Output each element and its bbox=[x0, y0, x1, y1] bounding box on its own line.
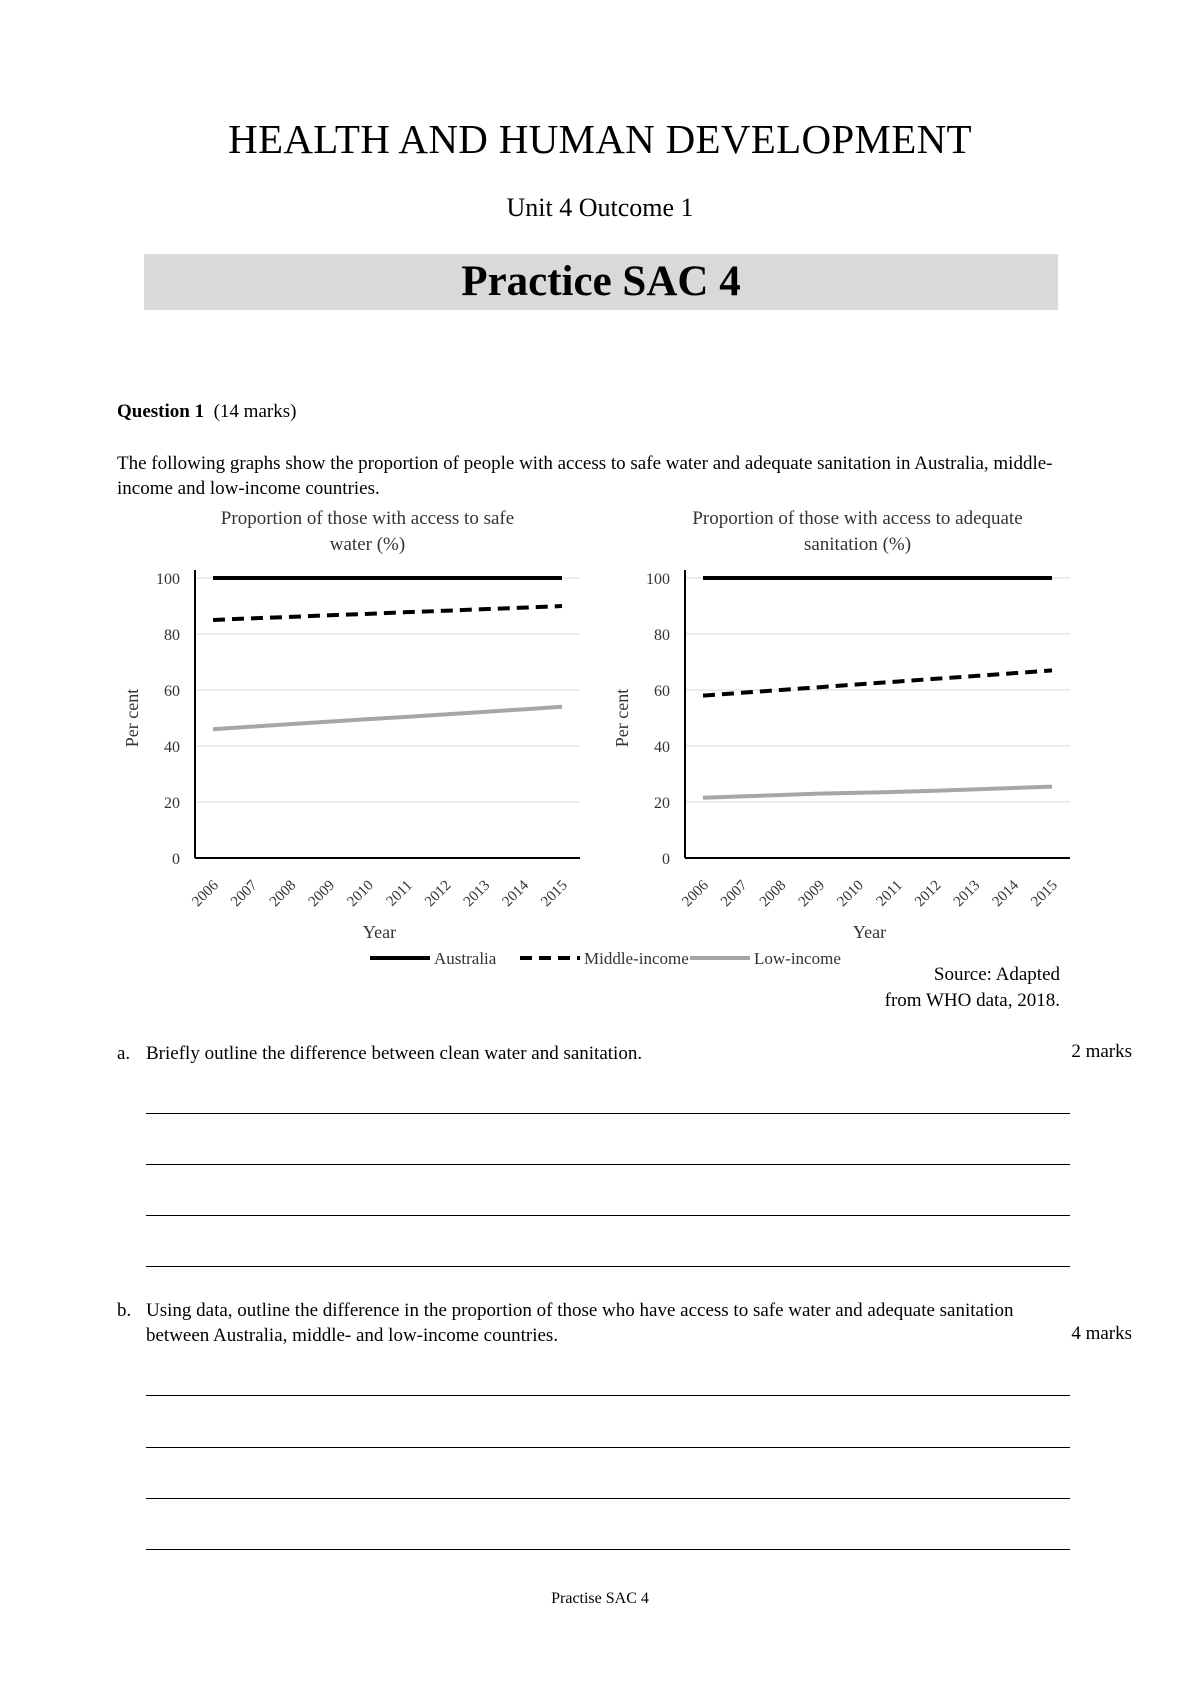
legend-label: Australia bbox=[434, 949, 497, 968]
x-tick-label: 2008 bbox=[266, 877, 300, 911]
part-a-marks: 2 marks bbox=[1071, 1041, 1132, 1062]
answer-line[interactable] bbox=[146, 1395, 1070, 1396]
x-tick-label: 2014 bbox=[499, 877, 533, 911]
document-title: HEALTH AND HUMAN DEVELOPMENT bbox=[228, 116, 972, 162]
question-label: Question 1 bbox=[117, 401, 205, 422]
part-a-text: Briefly outline the difference between clean water and sanitation. bbox=[146, 1043, 643, 1064]
x-tick-label: 2006 bbox=[679, 877, 712, 911]
question-marks: (14 marks) bbox=[213, 401, 297, 422]
question-heading bbox=[117, 401, 296, 423]
part-b-text: Using data, outline the difference in the proportion of those who have access to safe water and adequate sanitation between Australia, middle- and low-income countries. bbox=[146, 1300, 1014, 1346]
answer-line[interactable] bbox=[146, 1498, 1070, 1499]
x-tick-label: 2009 bbox=[305, 877, 339, 911]
y-tick-label: 80 bbox=[164, 627, 180, 644]
x-tick-label: 2010 bbox=[834, 877, 867, 911]
y-axis-label: Per cent bbox=[122, 688, 142, 748]
safe-water-chart bbox=[110, 500, 590, 950]
y-tick-label: 0 bbox=[172, 851, 180, 868]
y-tick-label: 40 bbox=[654, 739, 670, 756]
x-tick-label: 2007 bbox=[718, 877, 751, 911]
x-tick-label: 2007 bbox=[228, 877, 261, 911]
page-footer: Practise SAC 4 bbox=[551, 1590, 649, 1607]
part-b-marks: 4 marks bbox=[1071, 1323, 1132, 1344]
answer-line[interactable] bbox=[146, 1164, 1070, 1165]
x-axis-label: Year bbox=[852, 922, 887, 942]
chart-title-line-1: Proportion of those with access to safe bbox=[220, 508, 515, 529]
x-tick-label: 2013 bbox=[950, 877, 984, 911]
chart-title-line-2: water (%) bbox=[329, 534, 406, 555]
answer-line[interactable] bbox=[146, 1113, 1070, 1114]
chart-title-line-1: Proportion of those with access to adequate bbox=[692, 508, 1023, 529]
answer-line[interactable] bbox=[146, 1549, 1070, 1550]
series-line-low-income bbox=[703, 787, 1052, 798]
part-b-letter: b. bbox=[117, 1300, 132, 1321]
unit-subtitle: Unit 4 Outcome 1 bbox=[506, 193, 694, 222]
question-intro: The following graphs show the proportion of people with access to safe water and adequate sanitation in Australia, middle-income and low-income countries. bbox=[117, 453, 1053, 499]
x-tick-label: 2011 bbox=[873, 877, 906, 910]
x-tick-label: 2009 bbox=[795, 877, 829, 911]
y-tick-label: 0 bbox=[662, 851, 670, 868]
source-line-2: from WHO data, 2018. bbox=[884, 990, 1060, 1011]
x-tick-label: 2013 bbox=[460, 877, 494, 911]
x-tick-label: 2015 bbox=[538, 877, 571, 911]
series-line-low-income bbox=[213, 707, 562, 729]
x-tick-label: 2008 bbox=[756, 877, 790, 911]
part-a-letter: a. bbox=[117, 1043, 131, 1064]
y-tick-label: 20 bbox=[654, 795, 670, 812]
source-line-1: Source: Adapted bbox=[933, 964, 1060, 985]
legend-label: Low-income bbox=[754, 949, 841, 968]
x-axis-label: Year bbox=[362, 922, 397, 942]
x-tick-label: 2014 bbox=[989, 877, 1023, 911]
answer-line[interactable] bbox=[146, 1215, 1070, 1216]
answer-line[interactable] bbox=[146, 1266, 1070, 1267]
x-tick-label: 2012 bbox=[421, 877, 455, 911]
x-tick-label: 2011 bbox=[383, 877, 416, 910]
x-tick-label: 2015 bbox=[1028, 877, 1061, 911]
legend-label: Middle-income bbox=[584, 949, 689, 968]
x-tick-label: 2006 bbox=[189, 877, 222, 911]
series-line-middle-income bbox=[703, 670, 1052, 695]
y-tick-label: 40 bbox=[164, 739, 180, 756]
y-axis-label: Per cent bbox=[612, 688, 632, 748]
answer-line[interactable] bbox=[146, 1447, 1070, 1448]
y-tick-label: 100 bbox=[646, 571, 670, 588]
sac-title: Practice SAC 4 bbox=[461, 258, 741, 305]
sanitation-chart bbox=[600, 500, 1080, 950]
chart-title-line-2: sanitation (%) bbox=[803, 534, 912, 555]
x-tick-label: 2010 bbox=[344, 877, 377, 911]
source-note bbox=[800, 962, 1060, 1014]
y-tick-label: 80 bbox=[654, 627, 670, 644]
series-line-middle-income bbox=[213, 606, 562, 620]
x-tick-label: 2012 bbox=[911, 877, 945, 911]
y-tick-label: 20 bbox=[164, 795, 180, 812]
y-tick-label: 60 bbox=[654, 683, 670, 700]
y-tick-label: 60 bbox=[164, 683, 180, 700]
y-tick-label: 100 bbox=[156, 571, 180, 588]
